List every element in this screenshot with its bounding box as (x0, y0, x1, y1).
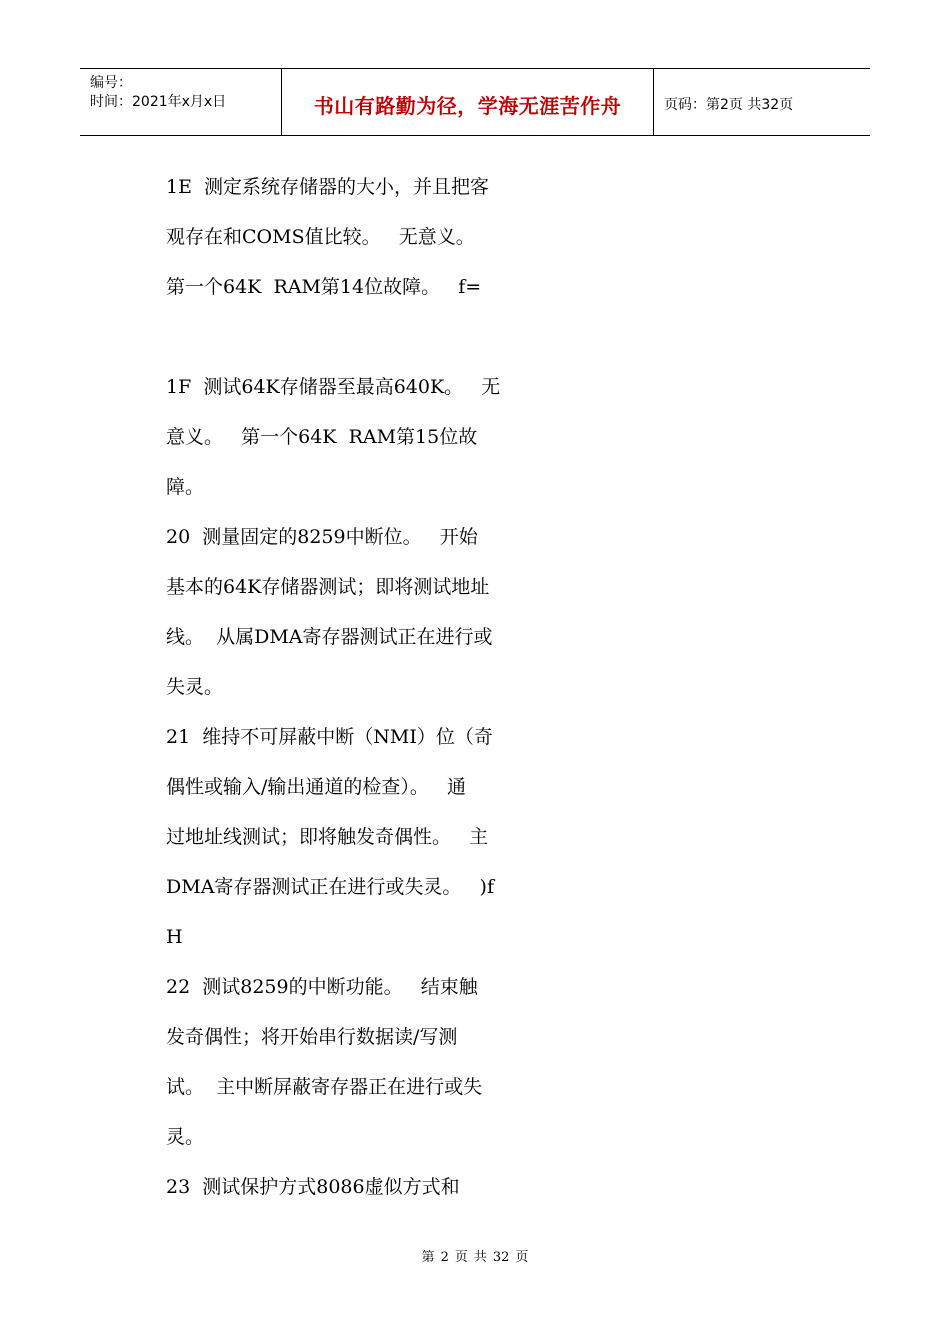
body-line: 障。 (166, 476, 205, 498)
body-line: 23 测试保护方式8086虚似方式和 (166, 1176, 460, 1198)
body-line: 1F 测试64K存储器至最高640K。 无 (166, 376, 501, 398)
document-number-label: 编号： (90, 75, 132, 91)
page-footer (0, 1246, 950, 1265)
body-line: 第一个64K RAM第14位故障。 f= (166, 276, 482, 298)
page-header (80, 68, 870, 136)
body-line: DMA寄存器测试正在进行或失灵。 )f (166, 876, 494, 898)
body-line: 观存在和COMS值比较。 无意义。 (166, 226, 475, 248)
body-line: H (166, 926, 183, 948)
body-line: 意义。 第一个64K RAM第15位故 (166, 426, 478, 448)
body-line: 偶性或输入/输出通道的检查）。 通 (166, 776, 467, 798)
body-line: 20 测量固定的8259中断位。 开始 (166, 526, 478, 548)
footer-di: 第 (421, 1250, 435, 1265)
header-page-info-cell (654, 69, 870, 135)
body-line-blank (166, 312, 566, 362)
body-line: 21 维持不可屏蔽中断（NMI）位（奇 (166, 726, 493, 748)
body-line: 22 测试8259的中断功能。 结束触 (166, 976, 478, 998)
footer-total-pages: 32 (492, 1250, 510, 1265)
header-meta (80, 69, 282, 135)
header-motto-cell (282, 69, 654, 135)
footer-page-number: 2 (440, 1250, 449, 1265)
document-body (166, 162, 566, 1212)
body-line: 失灵。 (166, 676, 224, 698)
body-line: 试。 主中断屏蔽寄存器正在进行或失 (166, 1076, 483, 1098)
header-page-info: 页码：第2页 共32页 (664, 97, 794, 113)
footer-gong: 共 (473, 1250, 487, 1265)
footer-ye: 页 (454, 1250, 468, 1265)
body-line: 过地址线测试；即将触发奇偶性。 主 (166, 826, 489, 848)
document-time-label: 时间：2021年x月x日 (90, 94, 227, 110)
body-line: 1E 测定系统存储器的大小，并且把客 (166, 176, 490, 198)
footer-ye2: 页 (515, 1250, 529, 1265)
body-line: 灵。 (166, 1126, 205, 1148)
body-line: 发奇偶性；将开始串行数据读/写测 (166, 1026, 458, 1048)
header-motto: 书山有路勤为径，学海无涯苦作舟 (313, 93, 622, 118)
body-line: 线。 从属DMA寄存器测试正在进行或 (166, 626, 493, 648)
body-line: 基本的64K存储器测试；即将测试地址 (166, 576, 490, 598)
